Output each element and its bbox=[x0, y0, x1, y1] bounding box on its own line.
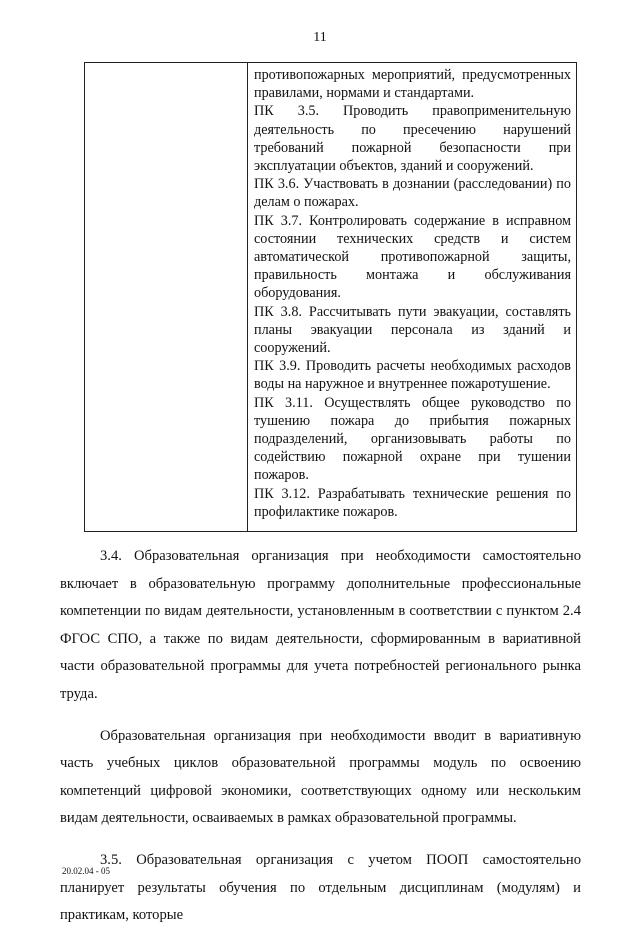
page-number: 11 bbox=[313, 30, 327, 45]
competency-item: ПК 3.9. Проводить расчеты необходимых расходов воды на наружное и внутреннее пожаротушение. bbox=[254, 358, 571, 393]
paragraph-digital-economy: Образовательная организация при необходимости вводит в вариативную часть учебных циклов образовательной программы модуль по освоению компетенций цифровой экономики, соответствующих одному или нескольким видам деятельности, осваиваемых в рамках образовательной программы. bbox=[60, 727, 581, 827]
table-competencies-cell bbox=[248, 63, 576, 531]
footer-code: 20.02.04 - 05 bbox=[62, 866, 110, 876]
table-activity-cell bbox=[85, 63, 248, 531]
competency-item: ПК 3.8. Рассчитывать пути эвакуации, составлять планы эвакуации персонала из зданий и сооружений. bbox=[254, 303, 571, 357]
body-text bbox=[60, 543, 581, 930]
paragraph-3-5: 3.5. Образовательная организация с учетом ПООП самостоятельно планирует результаты обучения по отдельным дисциплинам (модулям) и практикам, которые bbox=[60, 851, 581, 924]
paragraph-3-4: 3.4. Образовательная организация при необходимости самостоятельно включает в образовательную программу дополнительные профессиональные компетенции по видам деятельности, установленным в соответствии с пунктом 2.4 ФГОС СПО, а также по видам деятельности, сформированным в вариативной части образовательной программы для учета потребностей регионального рынка труда. bbox=[60, 548, 581, 702]
competency-item: ПК 3.7. Контролировать содержание в исправном состоянии технических средств и систем автоматической противопожарной защиты, правильность монтажа и обслуживания оборудования. bbox=[254, 212, 571, 302]
competency-item: ПК 3.5. Проводить правоприменительную деятельность по пресечению нарушений требований пожарной безопасности при эксплуатации объектов, зданий и сооружений. bbox=[254, 103, 571, 175]
competency-table bbox=[84, 62, 577, 532]
competency-item: ПК 3.11. Осуществлять общее руководство по тушению пожара до прибытия пожарных подразделений, организовывать работы по содействию пожарной охране при тушении пожаров. bbox=[254, 394, 571, 484]
competency-item: противопожарных мероприятий, предусмотренных правилами, нормами и стандартами. bbox=[254, 67, 571, 102]
competency-item: ПК 3.12. Разрабатывать технические решения по профилактике пожаров. bbox=[254, 485, 571, 520]
competency-item: ПК 3.6. Участвовать в дознании (расследовании) по делам о пожарах. bbox=[254, 176, 571, 211]
